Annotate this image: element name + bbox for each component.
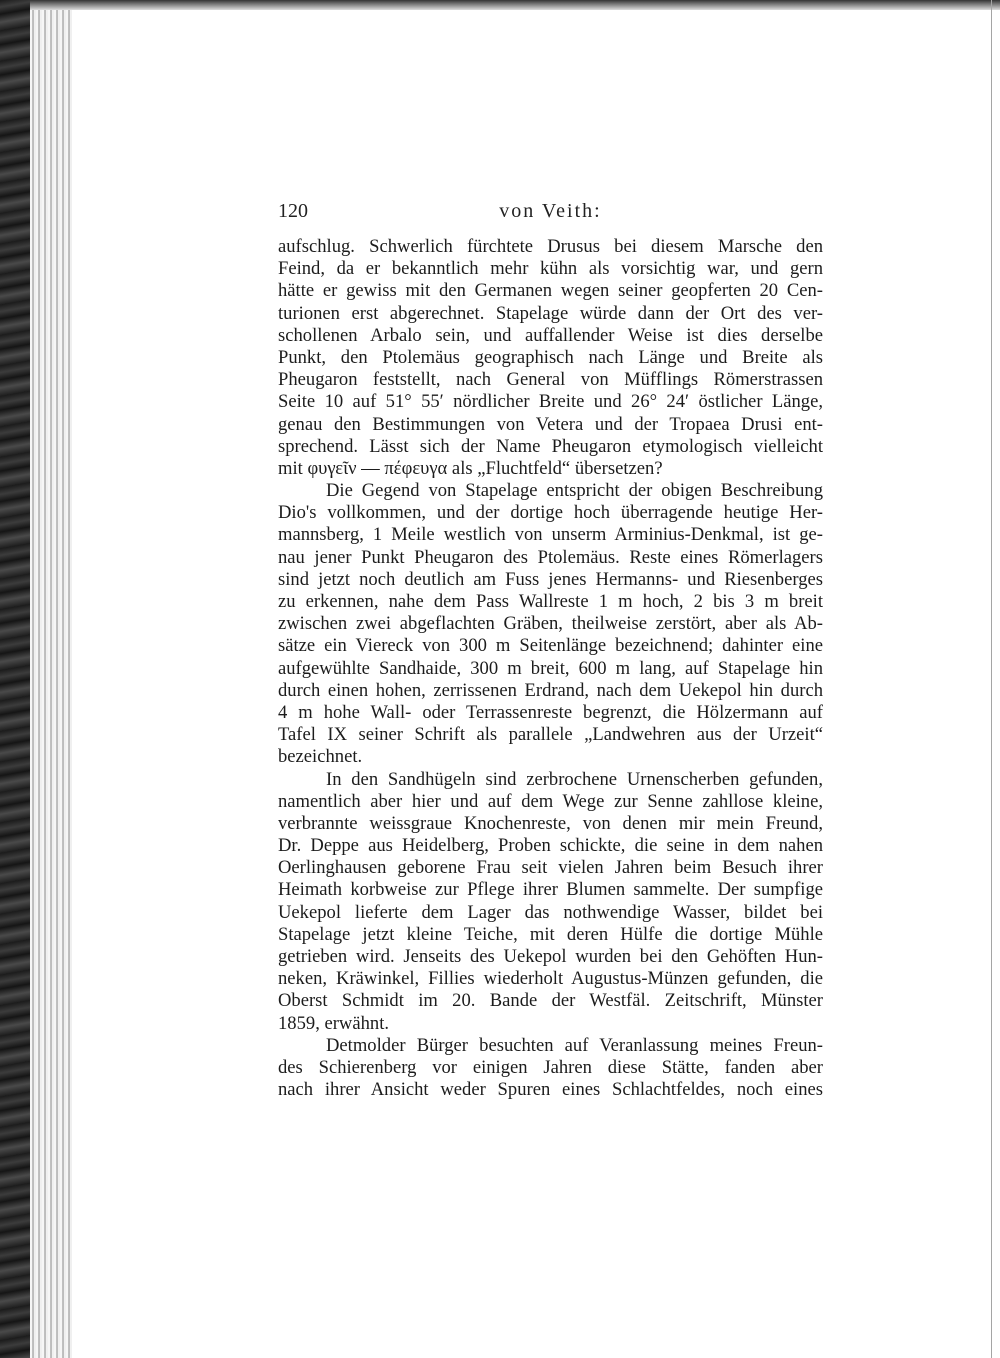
text-line: sind jetzt noch deutlich am Fuss jenes Hermanns- und Riesenberges [278,568,823,590]
right-edge-line [991,0,992,1358]
text-line: 4 m hohe Wall- oder Terrassenreste begrenzt, die Hölzermann auf [278,701,823,723]
body-text [278,236,823,1101]
text-line: turionen erst abgerechnet. Stapelage würde dann der Ort des ver- [278,302,823,324]
text-line: sprechend. Lässt sich der Name Pheugaron etymologisch vielleicht [278,435,823,457]
text-line: durch einen hohen, zerrissenen Erdrand, nach dem Uekepol hin durch [278,679,823,701]
text-line: Feind, da er bekanntlich mehr kühn als vorsichtig war, und gern [278,258,823,280]
text-line: nach ihrer Ansicht weder Spuren eines Schlachtfeldes, noch eines [278,1079,823,1101]
text-line: Uekepol lieferte dem Lager das nothwendige Wasser, bildet bei [278,901,823,923]
top-edge-shadow [30,0,1000,10]
page-stack-edges [30,0,72,1358]
text-line: Dio's vollkommen, und der dortige hoch überragende heutige Her- [278,502,823,524]
text-line: sätze ein Viereck von 300 m Seitenlänge bezeichnend; dahinter eine [278,635,823,657]
text-line: Oberst Schmidt im 20. Bande der Westfäl. Zeitschrift, Münster [278,990,823,1012]
text-line: bezeichnet. [278,746,363,768]
text-line: neken, Kräwinkel, Fillies wiederholt Augustus-Münzen gefunden, die [278,968,823,990]
text-line: schollenen Arbalo sein, und auffallender Weise ist dies derselbe [278,324,823,346]
text-line: nau jener Punkt Pheugaron des Ptolemäus. Reste eines Römerlagers [278,546,823,568]
text-line: zu erkennen, nahe dem Pass Wallreste 1 m hoch, 2 bis 3 m breit [278,591,823,612]
page-header [278,200,823,226]
text-line: Punkt, den Ptolemäus geographisch nach Länge und Breite als [278,346,823,368]
text-line: hätte er gewiss mit den Germanen wegen seiner geopferten 20 Cen- [278,280,823,302]
text-line: aufgewühlte Sandhaide, 300 m breit, 600 m lang, auf Stapelage hin [278,657,823,679]
text-line: Stapelage jetzt kleine Teiche, mit deren Hülfe die dortige Mühle [278,923,823,945]
text-line: Pheugaron feststellt, nach General von Müfflings Römerstrassen [278,369,823,391]
text-line: Seite 10 auf 51° 55′ nördlicher Breite und 26° 24′ östlicher Länge, [278,391,823,413]
text-line: Dr. Deppe aus Heidelberg, Proben schickte, die seine in dem nahen [278,835,823,857]
text-line: Tafel IX seiner Schrift als parallele „Landwehren aus der Urzeit“ [278,724,823,746]
text-line: des Schierenberg vor einigen Jahren diese Stätte, fanden aber [278,1056,823,1078]
book-edge-shadow [0,0,30,1358]
running-head: von Veith: [499,200,602,222]
text-line: Heimath korbweise zur Pflege ihrer Blumen sammelte. Der sumpfige [278,879,823,901]
text-line: getrieben wird. Jenseits des Uekepol wurden bei den Gehöften Hun- [278,946,823,967]
page-number: 120 [278,200,308,222]
text-line: mannsberg, 1 Meile westlich von unserm Arminius-Denkmal, ist ge- [278,524,823,546]
text-line: 1859, erwähnt. [278,1012,390,1034]
text-line: zwischen zwei abgeflachten Gräben, theilweise zerstört, aber als Ab- [278,613,823,635]
text-line: In den Sandhügeln sind zerbrochene Urnenscherben gefunden, [326,768,823,790]
text-line: namentlich aber hier und auf dem Wege zur Senne zahllose kleine, [278,790,823,812]
text-line: Detmolder Bürger besuchten auf Veranlassung meines Freun- [326,1034,823,1056]
text-line: genau den Bestimmungen von Vetera und der Tropaea Drusi ent- [278,413,823,435]
text-line: verbrannte weissgraue Knochenreste, von denen mir mein Freund, [278,812,823,834]
text-line: mit φυγεῖν — πέφευγα als „Fluchtfeld“ übersetzen? [278,457,663,479]
text-line: aufschlug. Schwerlich fürchtete Drusus bei diesem Marsche den [278,236,823,257]
text-line: Oerlinghausen geborene Frau seit vielen Jahren beim Besuch ihrer [278,857,823,879]
text-line: Die Gegend von Stapelage entspricht der obigen Beschreibung [326,480,823,502]
